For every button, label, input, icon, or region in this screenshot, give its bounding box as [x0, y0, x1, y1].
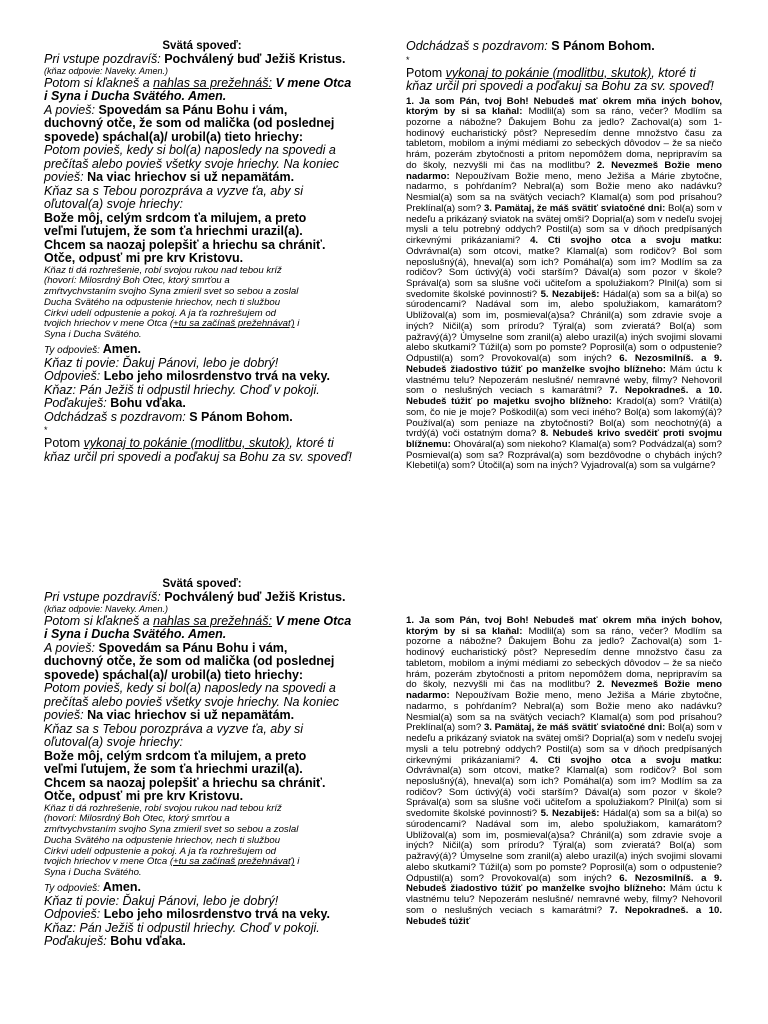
page-title-2: Svätá spoveď: [162, 578, 242, 590]
penance-intro-r: Potom [406, 65, 446, 80]
penance-underlined-r: vykonaj to pokánie (modlitbu, skutok) [445, 65, 652, 80]
confess-2: duchovný otče, že som od malička (od poslednej [44, 116, 335, 131]
greet-intro-2: Pri vstupe pozdravíš: [44, 590, 161, 605]
c1-text-2: Modlil(a) som sa ráno, večer? Modlím sa pozorne a nábožne? Ďakujem Bohu za jedlo? Zachoval(a) som 1-hodinový eucharistický pôst? Nepresedím denne množstvo času za tabletom, mobilom a inými médiami zo sebeckých dôvodov – že sa niečo hrám, pozerám zbytočnosti a pritom nepomôžem doma, nepripravím sa do školy, nezvyšli mi čas na modlitbu? [406, 625, 722, 691]
thank-intro-2: Poďakuješ: [44, 934, 111, 949]
kneel-text-1: V mene Otca [271, 75, 352, 90]
c4-text-2: Odvrávnal(a) som otcovi, matke? Klamal(a) som rodičov? Bol som neposlušný(á), hneval(a) som ich? Pomáhal(a) som im? Modlím sa za rodičov? Som úctivý(á) voči starším? Dával(a) som pozor v škole? Správal(a) som sa slušne voči učiteľom a spolužiakom? Plnil(a) som si svedomite školské povinnosti? [406, 765, 722, 820]
confess-1-2: Spovedám sa Pánu Bohu i vám, [98, 640, 288, 655]
after-3-intro-2: povieš: [44, 708, 88, 723]
kneel-text-2-2: i Syna i Ducha Svätého. Amen. [44, 627, 227, 642]
star-separator-r: * [406, 54, 410, 65]
c2-text-2: Nepoužívam Božie meno, meno Ježiša a Márie zbytočne, nadarmo, s pohŕdaním? Nebral(a) som Božie meno ako nadávku? Nesmial(a) som sa na svätých veciach? Klamal(a) som pod prísahou? Preklínal(a) som? [406, 690, 722, 734]
priest-final-2: Kňaz: Pán Ježiš ti odpustil hriechy. Choď v pokoji. [44, 920, 320, 935]
after-3-2: Na viac hriechov si už nepamätám. [87, 708, 295, 723]
absol-7-2: Syna i Ducha Svätého. [44, 867, 142, 879]
c7-text: Kradol(a) som? Vrátil(a) som, čo nie je moje? Poškodil(a) som veci iného? Bol(a) som lakomý(á)? Používal(a) som peniaze na zbytočnosti? Bol(a) som neochotný(á) a tvrdý(á) voči ostatným doma? [406, 396, 723, 440]
c3-text: Bol(a) som v nedeľu a prikázaný sviatok na svätej omši? Doprial(a) som v nedeľu svojej mysli a telu potrebný oddych? Postil(a) som sa v dňoch predpísaných cirkevnými prikázaniami? [406, 202, 723, 247]
c2-heading-2: 2. Nevezmeš Božie meno nadarmo: [406, 679, 722, 702]
thank-2: Bohu vďaka. [110, 934, 186, 949]
c7-heading: 7. Nepokradneš. a 10. Nebudeš túžiť po majetku svojho blížneho: [406, 385, 722, 408]
after-1-2: Potom povieš, kedy si bol(a) naposledy na spovedi a [44, 681, 336, 696]
priest-says-2: ti povie: Ďakuj Pánovi, lebo je dobrý! [75, 893, 279, 908]
confess-2-2: duchovný otče, že som od malička (od poslednej [44, 654, 335, 669]
left-block-top [44, 40, 360, 464]
c8-text: Ohováral(a) som niekoho? Klamal(a) som? Podvádzal(a) som? Posmieval(a) som sa? Rozprával(a) som bezdôvodne o chybách iných? Klebetil(a) som? Útočil(a) som na iných? Vyjadroval(a) som sa vulgárne? [406, 439, 722, 472]
c2-text: Nepoužívam Božie meno, meno Ježiša a Márie zbytočne, nadarmo, s pohŕdaním? Nebral(a) som Božie meno ako nadávku? Nesmial(a) som sa na svätých veciach? Klamal(a) som pod prísahou? Preklínal(a) som? [406, 170, 722, 214]
absol-6c-2: i [294, 856, 300, 868]
penance-underlined: vykonaj to pokánie (modlitbu, skutok) [83, 436, 290, 451]
commandments-list-2 [406, 616, 722, 927]
you-answer-2: Amen. [102, 879, 141, 894]
page-title: Svätá spoveď: [162, 40, 242, 52]
after-3: Na viac hriechov si už nepamätám. [87, 170, 295, 185]
contrition-4: Otče, odpusť mi pre krv Kristovu. [44, 251, 244, 266]
reply: Lebo jeho milosrdenstvo trvá na veky. [103, 369, 330, 384]
greet-text-2: Pochválený buď Ježiš Kristus. [164, 590, 346, 605]
after-2-2: prečítaš alebo povieš všetky svoje hriechy. Na koniec [44, 694, 340, 709]
kneel-sign-2: nahlas sa prežehnáš: [153, 613, 272, 628]
absol-1: Kňaz ti dá rozhrešenie, robí svojou rukou nad tebou kríž [44, 264, 282, 276]
star-separator: * [44, 425, 48, 436]
penance-rest-1: , ktoré ti [289, 436, 334, 451]
c3-heading-2: 3. Pamätaj, že máš svätiť sviatočné dni: [483, 722, 666, 734]
c5-text-2: Hádal(a) som sa a bil(a) so súrodencami? Nadával som im, alebo spolužiakom, kamarátom? Ubližoval(a) som im, posmieval(a)sa? Chránil(a) som zdravie svoje a iných? Ničil(a) som prírodu? Týral(a) som zvieratá? Bol(a) som pažravý(á)? Úmyselne som zranil(a) alebo urazil(a) iných svojimi slovami alebo skutkami? Túžil(a) som po pomste? Poprosil(a) som o odpustenie? Odpustil(a) som? Provokoval(a) som iných? [406, 808, 723, 884]
c5-heading: 5. Nezabiješ: [540, 288, 600, 300]
absol-6a-2: tvojich hriechov v mene Otca [44, 856, 170, 868]
confess-3: spovede) spáchal(a)/ urobil(a) tieto hriechy: [44, 129, 304, 144]
c3-text-2: Bol(a) som v nedeľu a prikázaný sviatok na svätej omši? Doprial(a) som v nedeľu svojej mysli a telu potrebný oddych? Postil(a) som sa v dňoch predpísaných cirkevnými prikázaniami? [406, 722, 723, 766]
after-3-intro: povieš: [44, 170, 88, 185]
priest-answer-2: (kňaz odpovie: Naveky. Amen.) [44, 603, 169, 614]
absol-6b-2: (+tu sa začínaš prežehnávať) [169, 856, 295, 868]
greet-text: Pochválený buď Ježiš Kristus. [164, 52, 346, 67]
you-answer-intro: Ty odpovieš: [44, 344, 103, 356]
c5-text: Hádal(a) som sa a bil(a) so súrodencami? Nadával som im, alebo spolužiakom, kamarátom? Ubližoval(a) som im, posmieval(a)sa? Chránil(a) som zdravie svoje a iných? Ničil(a) som prírodu? Týral(a) som zvieratá? Bol(a) som pažravý(á)? Úmyselne som zranil(a) alebo urazil(a) iných svojimi slovami alebo skutkami? Túžil(a) som po pomste? Poprosil(a) som o odpustenie? Odpustil(a) som? Provokoval(a) som iných? [406, 288, 723, 365]
reply-intro-2: Odpovieš: [44, 907, 104, 922]
c6-heading: 6. Nezosmilníš. a 9. Nebudeš žiadostivo túžiť po manželke svojho blížneho: [406, 353, 723, 375]
confess-3-2: spovede) spáchal(a)/ urobil(a) tieto hriechy: [44, 667, 304, 682]
kneel-sign: nahlas sa prežehnáš: [153, 75, 272, 90]
c1-heading-2: 1. Ja som Pán, tvoj Boh! Nebudeš mať okrem mňa iných bohov, ktorým by si sa klaňal: [406, 615, 722, 637]
absol-3: zmŕtvychvstaním svojho Syna zmieril svet so sebou a zoslal [44, 286, 299, 298]
reply-2: Lebo jeho milosrdenstvo trvá na veky. [103, 907, 330, 922]
priest-talk-2: oľutoval(a) svoje hriechy: [44, 197, 183, 212]
left-block-bottom [44, 578, 360, 949]
thank: Bohu vďaka. [110, 396, 186, 411]
contrition-1: Bože môj, celým srdcom ťa milujem, a preto [44, 210, 307, 225]
contrition-1-2: Bože môj, celým srdcom ťa milujem, a preto [44, 748, 307, 763]
greet-intro: Pri vstupe pozdravíš: [44, 52, 161, 67]
c6-heading-2: 6. Nezosmilníš. a 9. Nebudeš žiadostivo túžiť po manželke svojho blížneho: [406, 872, 723, 895]
priest-says: ti povie: Ďakuj Pánovi, lebo je dobrý! [75, 355, 279, 370]
priest-talk-1: Kňaz sa s Tebou porozpráva a vyzve ťa, aby si [44, 183, 303, 198]
c1-heading: 1. Ja som Pán, tvoj Boh! Nebudeš mať okrem mňa iných bohov, ktorým by si sa klaňal: [406, 95, 722, 118]
kneel-intro-2: Potom si kľakneš a [44, 613, 154, 628]
priest-says-intro-2: Kňaz [44, 893, 76, 908]
c5-heading-2: 5. Nezabiješ: [540, 808, 600, 820]
right-block-bottom [406, 616, 722, 927]
right-block-top [406, 40, 722, 472]
priest-talk-1-2: Kňaz sa s Tebou porozpráva a vyzve ťa, aby si [44, 721, 303, 736]
c2-heading: 2. Nevezmeš Božie meno nadarmo: [406, 159, 722, 182]
penance-rest-2: kňaz určil pri spovedi a poďakuj sa Bohu za sv. spoveď! [44, 449, 352, 464]
reply-intro: Odpovieš: [44, 369, 104, 384]
after-1: Potom povieš, kedy si bol(a) naposledy na spovedi a [44, 143, 336, 158]
commandments-list [406, 97, 722, 473]
priest-final: Kňaz: Pán Ježiš ti odpustil hriechy. Choď v pokoji. [44, 382, 320, 397]
say-intro: A povieš: [44, 102, 99, 117]
absol-2: (hovorí: Milosrdný Boh Otec, ktorý smrťou a [44, 275, 230, 287]
contrition-3-2: Chcem sa naozaj polepšiť a hriechu sa chrániť. [44, 775, 326, 790]
leave-intro-r: Odchádzaš s pozdravom: [406, 39, 552, 53]
you-answer-intro-2: Ty odpovieš: [44, 882, 103, 894]
kneel-text-1-2: V mene Otca [271, 613, 352, 628]
leave-r: S Pánom Bohom. [551, 39, 655, 53]
after-2: prečítaš alebo povieš všetky svoje hriechy. Na koniec [44, 156, 340, 171]
absol-4-2: Ducha Svätého na odpustenie hriechov, nech ti službou [44, 834, 281, 846]
you-answer: Amen. [102, 341, 141, 356]
absol-7: Syna i Ducha Svätého. [44, 329, 142, 341]
priest-answer: (kňaz odpovie: Naveky. Amen.) [44, 65, 169, 76]
c8-heading: 8. Nebudeš krivo svedčiť proti svojmu blížnemu: [406, 428, 722, 450]
absol-4: Ducha Svätého na odpustenie hriechov, nech ti službou [44, 296, 281, 308]
absol-6c: i [294, 318, 300, 330]
c6-text: Mám úctu k vlastnému telu? Nepozerám neslušné/ nemravné weby, filmy? Nehovoril som o neslušných veciach s kamarátmi? [406, 363, 723, 397]
absol-5: Cirkvi udelí odpustenie a pokoj. A ja ťa rozhrešujem od [44, 307, 276, 319]
penance-rest-2-r: kňaz určil pri spovedi a poďakuj sa Bohu za sv. spoveď! [406, 79, 714, 93]
leave: S Pánom Bohom. [189, 409, 293, 424]
absol-6b: (+tu sa začínaš prežehnávať) [169, 318, 295, 330]
confess-1: Spovedám sa Pánu Bohu i vám, [98, 102, 288, 117]
c1-text: Modlil(a) som sa ráno, večer? Modlím sa pozorne a nábožne? Ďakujem Bohu za jedlo? Zachoval(a) som 1-hodinový eucharistický pôst? Nepresedím denne množstvo času za tabletom, mobilom a inými médiami zo sebeckých dôvodov – že sa niečo hrám, pozerám zbytočnosti a pritom nepomôžem doma, nepripravím sa do školy, nezvyšli mi čas na modlitbu? [406, 106, 722, 171]
c7-heading-cut: 7. Nepokradneš. a 10. Nebudeš túžiť [406, 904, 722, 927]
absol-2-2: (hovorí: Milosrdný Boh Otec, ktorý smrťou a [44, 813, 230, 825]
kneel-text-2: i Syna i Ducha Svätého. Amen. [44, 89, 227, 104]
kneel-intro: Potom si kľakneš a [44, 75, 154, 90]
c4-heading: 4. Cti svojho otca a svoju matku: [530, 235, 723, 247]
penance-rest-1-r: , ktoré ti [651, 65, 696, 80]
absol-1-2: Kňaz ti dá rozhrešenie, robí svojou rukou nad tebou kríž [44, 802, 282, 814]
thank-intro: Poďakuješ: [44, 396, 111, 411]
c4-heading-2: 4. Cti svojho otca a svoju matku: [530, 754, 723, 766]
absol-5-2: Cirkvi udelí odpustenie a pokoj. A ja ťa rozhrešujem od [44, 845, 276, 857]
priest-says-intro: Kňaz [44, 355, 76, 370]
penance-intro: Potom [44, 436, 84, 451]
say-intro-2: A povieš: [44, 640, 99, 655]
priest-talk-2-2: oľutoval(a) svoje hriechy: [44, 735, 183, 750]
contrition-4-2: Otče, odpusť mi pre krv Kristovu. [44, 789, 244, 804]
contrition-2: veľmi ľutujem, že som ťa hriechmi urazil(a). [44, 224, 303, 239]
absol-6a: tvojich hriechov v mene Otca [44, 318, 170, 330]
contrition-3: Chcem sa naozaj polepšiť a hriechu sa chrániť. [44, 237, 326, 252]
c6-text-2: Mám úctu k vlastnému telu? Nepozerám neslušné/ nemravné weby, filmy? Nehovoril som o neslušných veciach s kamarátmi? [406, 883, 723, 916]
contrition-2-2: veľmi ľutujem, že som ťa hriechmi urazil(a). [44, 762, 303, 777]
c3-heading: 3. Pamätaj, že máš svätiť sviatočné dni: [483, 202, 666, 214]
c4-text: Odvrávnal(a) som otcovi, matke? Klamal(a) som rodičov? Bol som neposlušný(á), hneval(a) som ich? Pomáhal(a) som im? Modlím sa za rodičov? Som úctivý(á) voči starším? Dával(a) som pozor v škole? Správal(a) som sa slušne voči učiteľom a spolužiakom? Plnil(a) som si svedomite školské povinnosti? [406, 245, 722, 300]
absol-3-2: zmŕtvychvstaním svojho Syna zmieril svet so sebou a zoslal [44, 824, 299, 836]
leave-intro: Odchádzaš s pozdravom: [44, 409, 190, 424]
